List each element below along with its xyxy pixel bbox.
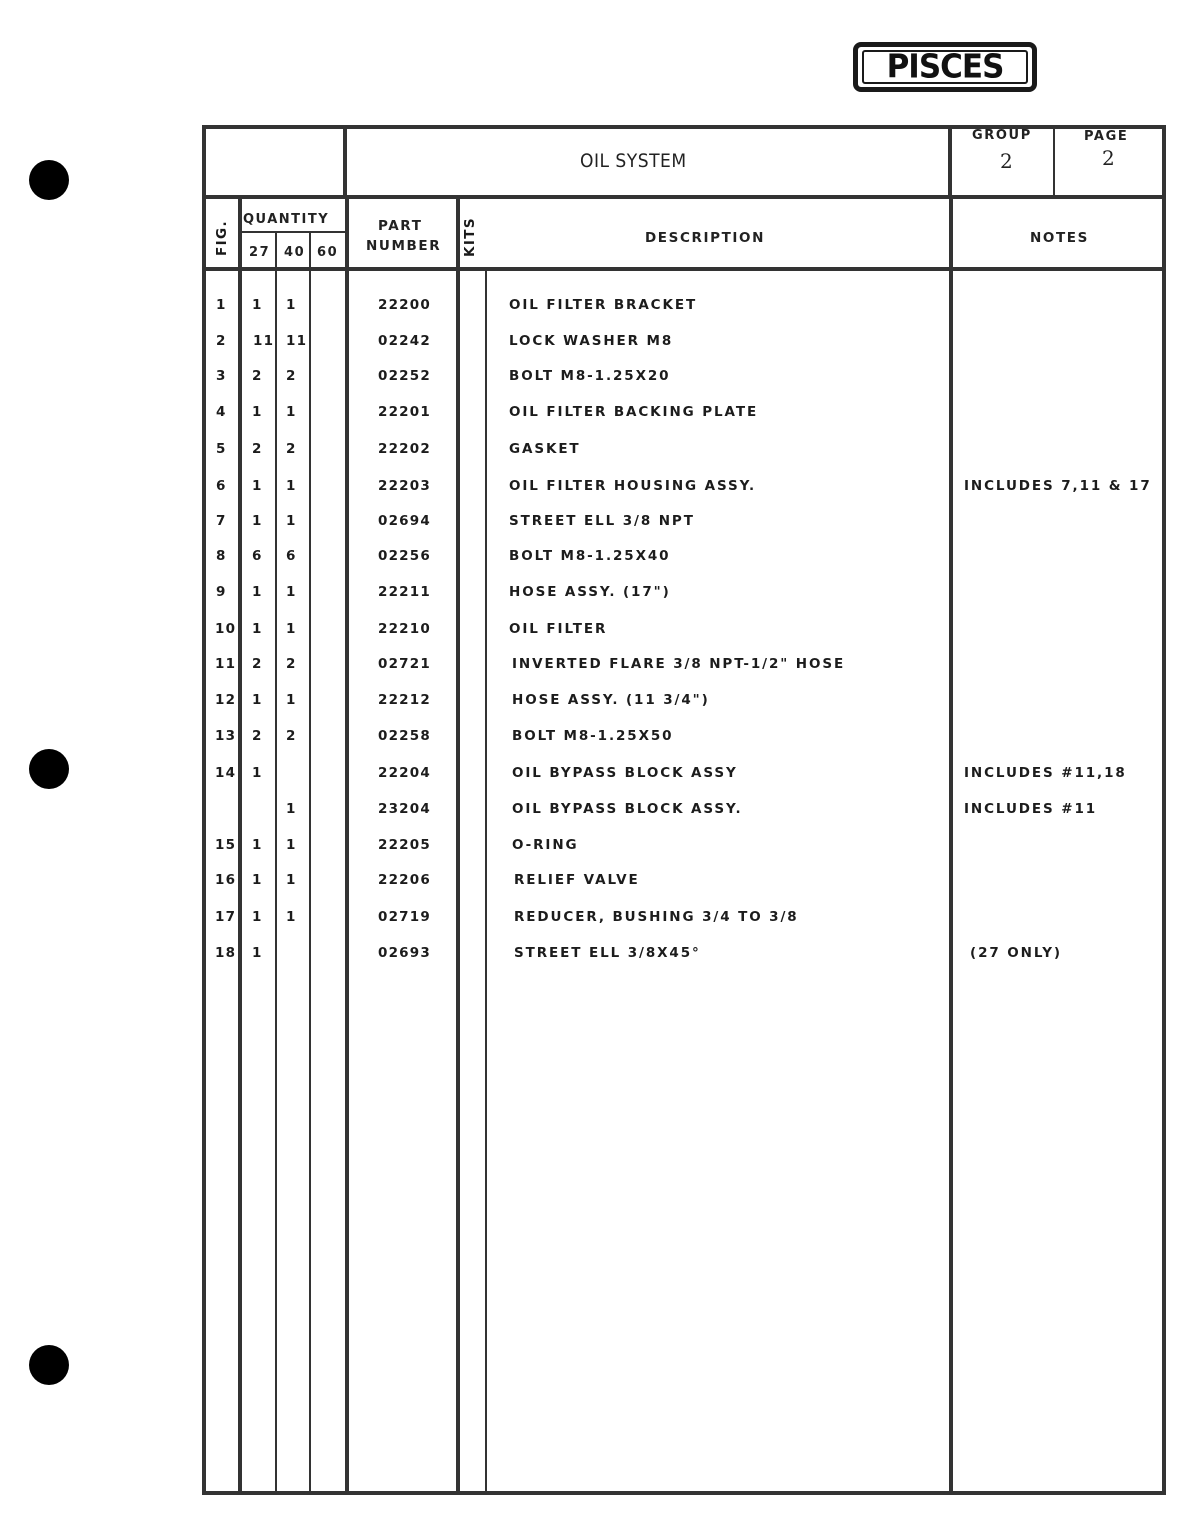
col-header-q60: 60 <box>317 245 339 260</box>
qty-27: 1 <box>252 584 263 600</box>
qty-40: 1 <box>286 478 297 494</box>
description: RELIEF VALVE <box>514 872 640 888</box>
notes: INCLUDES #11 <box>964 801 1098 817</box>
table-row <box>0 728 1190 752</box>
qty-40: 2 <box>286 441 297 457</box>
fig-number: 3 <box>216 368 227 384</box>
qty-27: 1 <box>252 692 263 708</box>
part-number: 22201 <box>378 404 431 420</box>
qty-27: 1 <box>252 404 263 420</box>
table-row <box>0 656 1190 680</box>
qty-40: 1 <box>286 837 297 853</box>
part-number: 02693 <box>378 945 431 961</box>
page-value: 2 <box>1102 146 1115 170</box>
part-number: 02252 <box>378 368 431 384</box>
qty-27: 1 <box>252 478 263 494</box>
qty-40: 1 <box>286 621 297 637</box>
qty-27: 1 <box>252 621 263 637</box>
fig-number: 9 <box>216 584 227 600</box>
description: OIL FILTER BRACKET <box>509 297 698 313</box>
description: OIL FILTER BACKING PLATE <box>509 404 759 420</box>
description: BOLT M8-1.25X50 <box>512 728 674 744</box>
table-row <box>0 404 1190 428</box>
fig-number: 16 <box>215 872 237 888</box>
table-row <box>0 368 1190 392</box>
qty-40: 1 <box>286 872 297 888</box>
description: OIL BYPASS BLOCK ASSY. <box>512 801 743 817</box>
fig-number: 1 <box>216 297 227 313</box>
qty-40: 1 <box>286 692 297 708</box>
brand-logo-text: PISCES <box>886 47 1004 86</box>
part-number: 22202 <box>378 441 431 457</box>
qty-40: 2 <box>286 728 297 744</box>
fig-number: 10 <box>215 621 237 637</box>
group-label: GROUP <box>972 128 1032 143</box>
table-row <box>0 584 1190 608</box>
qty-40: 1 <box>286 297 297 313</box>
part-number: 22200 <box>378 297 431 313</box>
qty-27: 6 <box>252 548 263 564</box>
qty-40: 2 <box>286 368 297 384</box>
table-row <box>0 837 1190 861</box>
notes: INCLUDES #11,18 <box>964 765 1127 781</box>
part-number: 22211 <box>378 584 431 600</box>
col-header-kits <box>461 212 479 262</box>
qty-27: 2 <box>252 728 263 744</box>
quantity-subheader-divider <box>240 231 346 233</box>
table-row <box>0 548 1190 572</box>
description: OIL FILTER <box>509 621 608 637</box>
qty-40: 1 <box>286 513 297 529</box>
part-number: 02719 <box>378 909 431 925</box>
description: BOLT M8-1.25X40 <box>509 548 671 564</box>
description: STREET ELL 3/8X45° <box>514 945 701 961</box>
qty-40: 6 <box>286 548 297 564</box>
fig-number: 4 <box>216 404 227 420</box>
fig-number: 2 <box>216 333 227 349</box>
description: BOLT M8-1.25X20 <box>509 368 671 384</box>
qty-27: 1 <box>252 513 263 529</box>
description: LOCK WASHER M8 <box>509 333 674 349</box>
col-header-q40: 40 <box>284 245 306 260</box>
description: OIL BYPASS BLOCK ASSY <box>512 765 738 781</box>
table-row <box>0 765 1190 789</box>
fig-number: 18 <box>215 945 237 961</box>
description: OIL FILTER HOUSING ASSY. <box>509 478 757 494</box>
fig-number: 15 <box>215 837 237 853</box>
notes: (27 ONLY) <box>970 945 1062 961</box>
part-number: 02256 <box>378 548 431 564</box>
description: O-RING <box>512 837 579 853</box>
col-header-kits-text: KITS <box>462 216 478 258</box>
table-row <box>0 441 1190 465</box>
table-row <box>0 478 1190 502</box>
qty-27: 2 <box>252 368 263 384</box>
part-number: 02258 <box>378 728 431 744</box>
group-value: 2 <box>1000 149 1013 173</box>
table-row <box>0 621 1190 645</box>
qty-40: 2 <box>286 656 297 672</box>
qty-27: 1 <box>252 872 263 888</box>
binder-hole-bottom <box>29 1345 69 1385</box>
part-number: 02721 <box>378 656 431 672</box>
page-label: PAGE <box>1084 129 1129 144</box>
fig-number: 6 <box>216 478 227 494</box>
brand-logo <box>853 42 1037 92</box>
qty-27: 2 <box>252 656 263 672</box>
table-row <box>0 801 1190 825</box>
col-header-fig-text: FIG. <box>214 219 230 256</box>
binder-hole-top <box>29 160 69 200</box>
col-header-description: DESCRIPTION <box>645 230 765 246</box>
col-header-part-line2: NUMBER <box>366 238 442 254</box>
table-row <box>0 692 1190 716</box>
qty-40: 11 <box>286 333 308 349</box>
title-left-block-divider <box>343 125 347 199</box>
fig-number: 14 <box>215 765 237 781</box>
table-row <box>0 872 1190 896</box>
fig-number: 17 <box>215 909 237 925</box>
col-header-quantity: QUANTITY <box>243 212 330 227</box>
col-header-q27: 27 <box>249 245 271 260</box>
qty-27: 1 <box>252 837 263 853</box>
part-number: 22210 <box>378 621 431 637</box>
description: HOSE ASSY. (11 3/4") <box>512 692 710 708</box>
qty-27: 2 <box>252 441 263 457</box>
qty-27: 1 <box>252 909 263 925</box>
table-row <box>0 297 1190 321</box>
table-row <box>0 945 1190 969</box>
col-header-fig <box>211 215 233 260</box>
fig-number: 5 <box>216 441 227 457</box>
part-number: 22204 <box>378 765 431 781</box>
qty-40: 1 <box>286 801 297 817</box>
fig-number: 12 <box>215 692 237 708</box>
section-title: OIL SYSTEM <box>580 150 687 172</box>
description: STREET ELL 3/8 NPT <box>509 513 695 529</box>
part-number: 02694 <box>378 513 431 529</box>
fig-number: 8 <box>216 548 227 564</box>
group-block-divider <box>948 125 952 199</box>
qty-40: 1 <box>286 584 297 600</box>
part-number: 23204 <box>378 801 431 817</box>
qty-27: 1 <box>252 765 263 781</box>
description: REDUCER, BUSHING 3/4 TO 3/8 <box>514 909 799 925</box>
part-number: 22203 <box>378 478 431 494</box>
qty-40: 1 <box>286 909 297 925</box>
group-page-divider <box>1053 125 1055 197</box>
qty-27: 11 <box>253 333 275 349</box>
table-row <box>0 909 1190 933</box>
brand-logo-inner-border <box>862 47 1028 86</box>
qty-27: 1 <box>252 945 263 961</box>
qty-40: 1 <box>286 404 297 420</box>
table-row <box>0 513 1190 537</box>
part-number: 22205 <box>378 837 431 853</box>
description: INVERTED FLARE 3/8 NPT-1/2" HOSE <box>512 656 846 672</box>
table-row <box>0 333 1190 357</box>
col-header-part-line1: PART <box>378 218 423 234</box>
notes: INCLUDES 7,11 & 17 <box>964 478 1152 494</box>
col-header-notes: NOTES <box>1030 230 1089 246</box>
qty-27: 1 <box>252 297 263 313</box>
part-number: 02242 <box>378 333 431 349</box>
fig-number: 13 <box>215 728 237 744</box>
description: GASKET <box>509 441 581 457</box>
part-number: 22206 <box>378 872 431 888</box>
description: HOSE ASSY. (17") <box>509 584 671 600</box>
fig-number: 11 <box>215 656 237 672</box>
part-number: 22212 <box>378 692 431 708</box>
fig-number: 7 <box>216 513 227 529</box>
